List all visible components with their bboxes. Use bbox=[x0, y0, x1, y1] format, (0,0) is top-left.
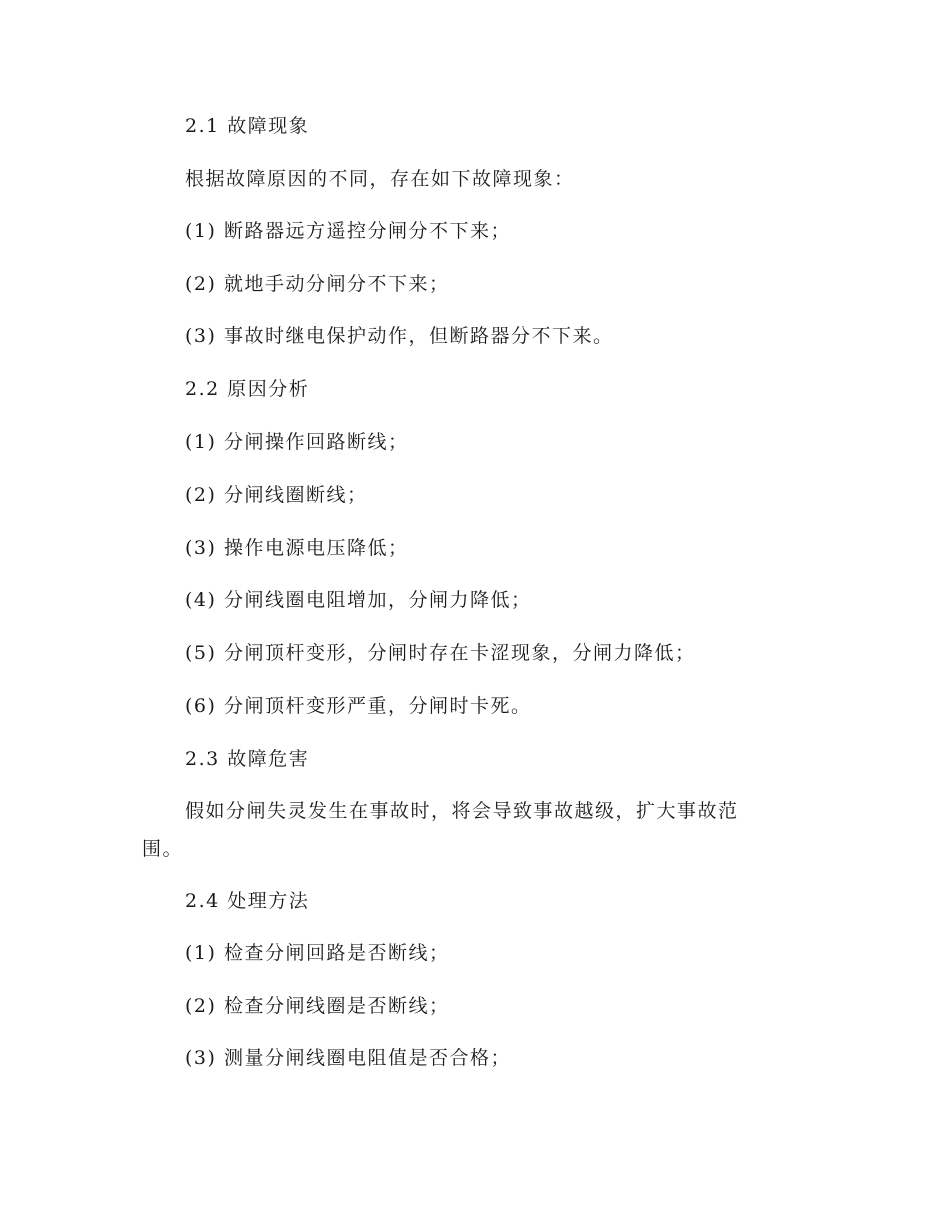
list-item: (3) 事故时继电保护动作，但断路器分不下来。 bbox=[185, 325, 614, 347]
list-item: (3) 操作电源电压降低； bbox=[185, 537, 409, 559]
section-2-3-paragraph-line1: 假如分闸失灵发生在事故时，将会导致事故越级，扩大事故范 bbox=[185, 800, 739, 822]
section-heading-2-1: 2.1 故障现象 bbox=[185, 115, 310, 137]
list-item: (2) 检查分闸线圈是否断线； bbox=[185, 995, 450, 1017]
list-item: (4) 分闸线圈电阻增加，分闸力降低； bbox=[185, 589, 532, 611]
list-item: (1) 检查分闸回路是否断线； bbox=[185, 942, 450, 964]
list-item: (5) 分闸顶杆变形，分闸时存在卡涩现象，分闸力降低； bbox=[185, 642, 696, 664]
list-item: (2) 分闸线圈断线； bbox=[185, 484, 368, 506]
list-item: (2) 就地手动分闸分不下来； bbox=[185, 273, 450, 295]
list-item: (6) 分闸顶杆变形严重，分闸时卡死。 bbox=[185, 695, 532, 717]
section-2-3-paragraph-line2: 围。 bbox=[142, 838, 184, 860]
list-item: (1) 分闸操作回路断线； bbox=[185, 431, 409, 453]
section-heading-2-4: 2.4 处理方法 bbox=[185, 890, 310, 912]
section-heading-2-3: 2.3 故障危害 bbox=[185, 748, 310, 770]
list-item: (1) 断路器远方遥控分闸分不下来； bbox=[185, 220, 511, 242]
list-item: (3) 测量分闸线圈电阻值是否合格； bbox=[185, 1047, 511, 1069]
section-2-1-intro: 根据故障原因的不同，存在如下故障现象： bbox=[185, 168, 575, 190]
section-heading-2-2: 2.2 原因分析 bbox=[185, 378, 310, 400]
